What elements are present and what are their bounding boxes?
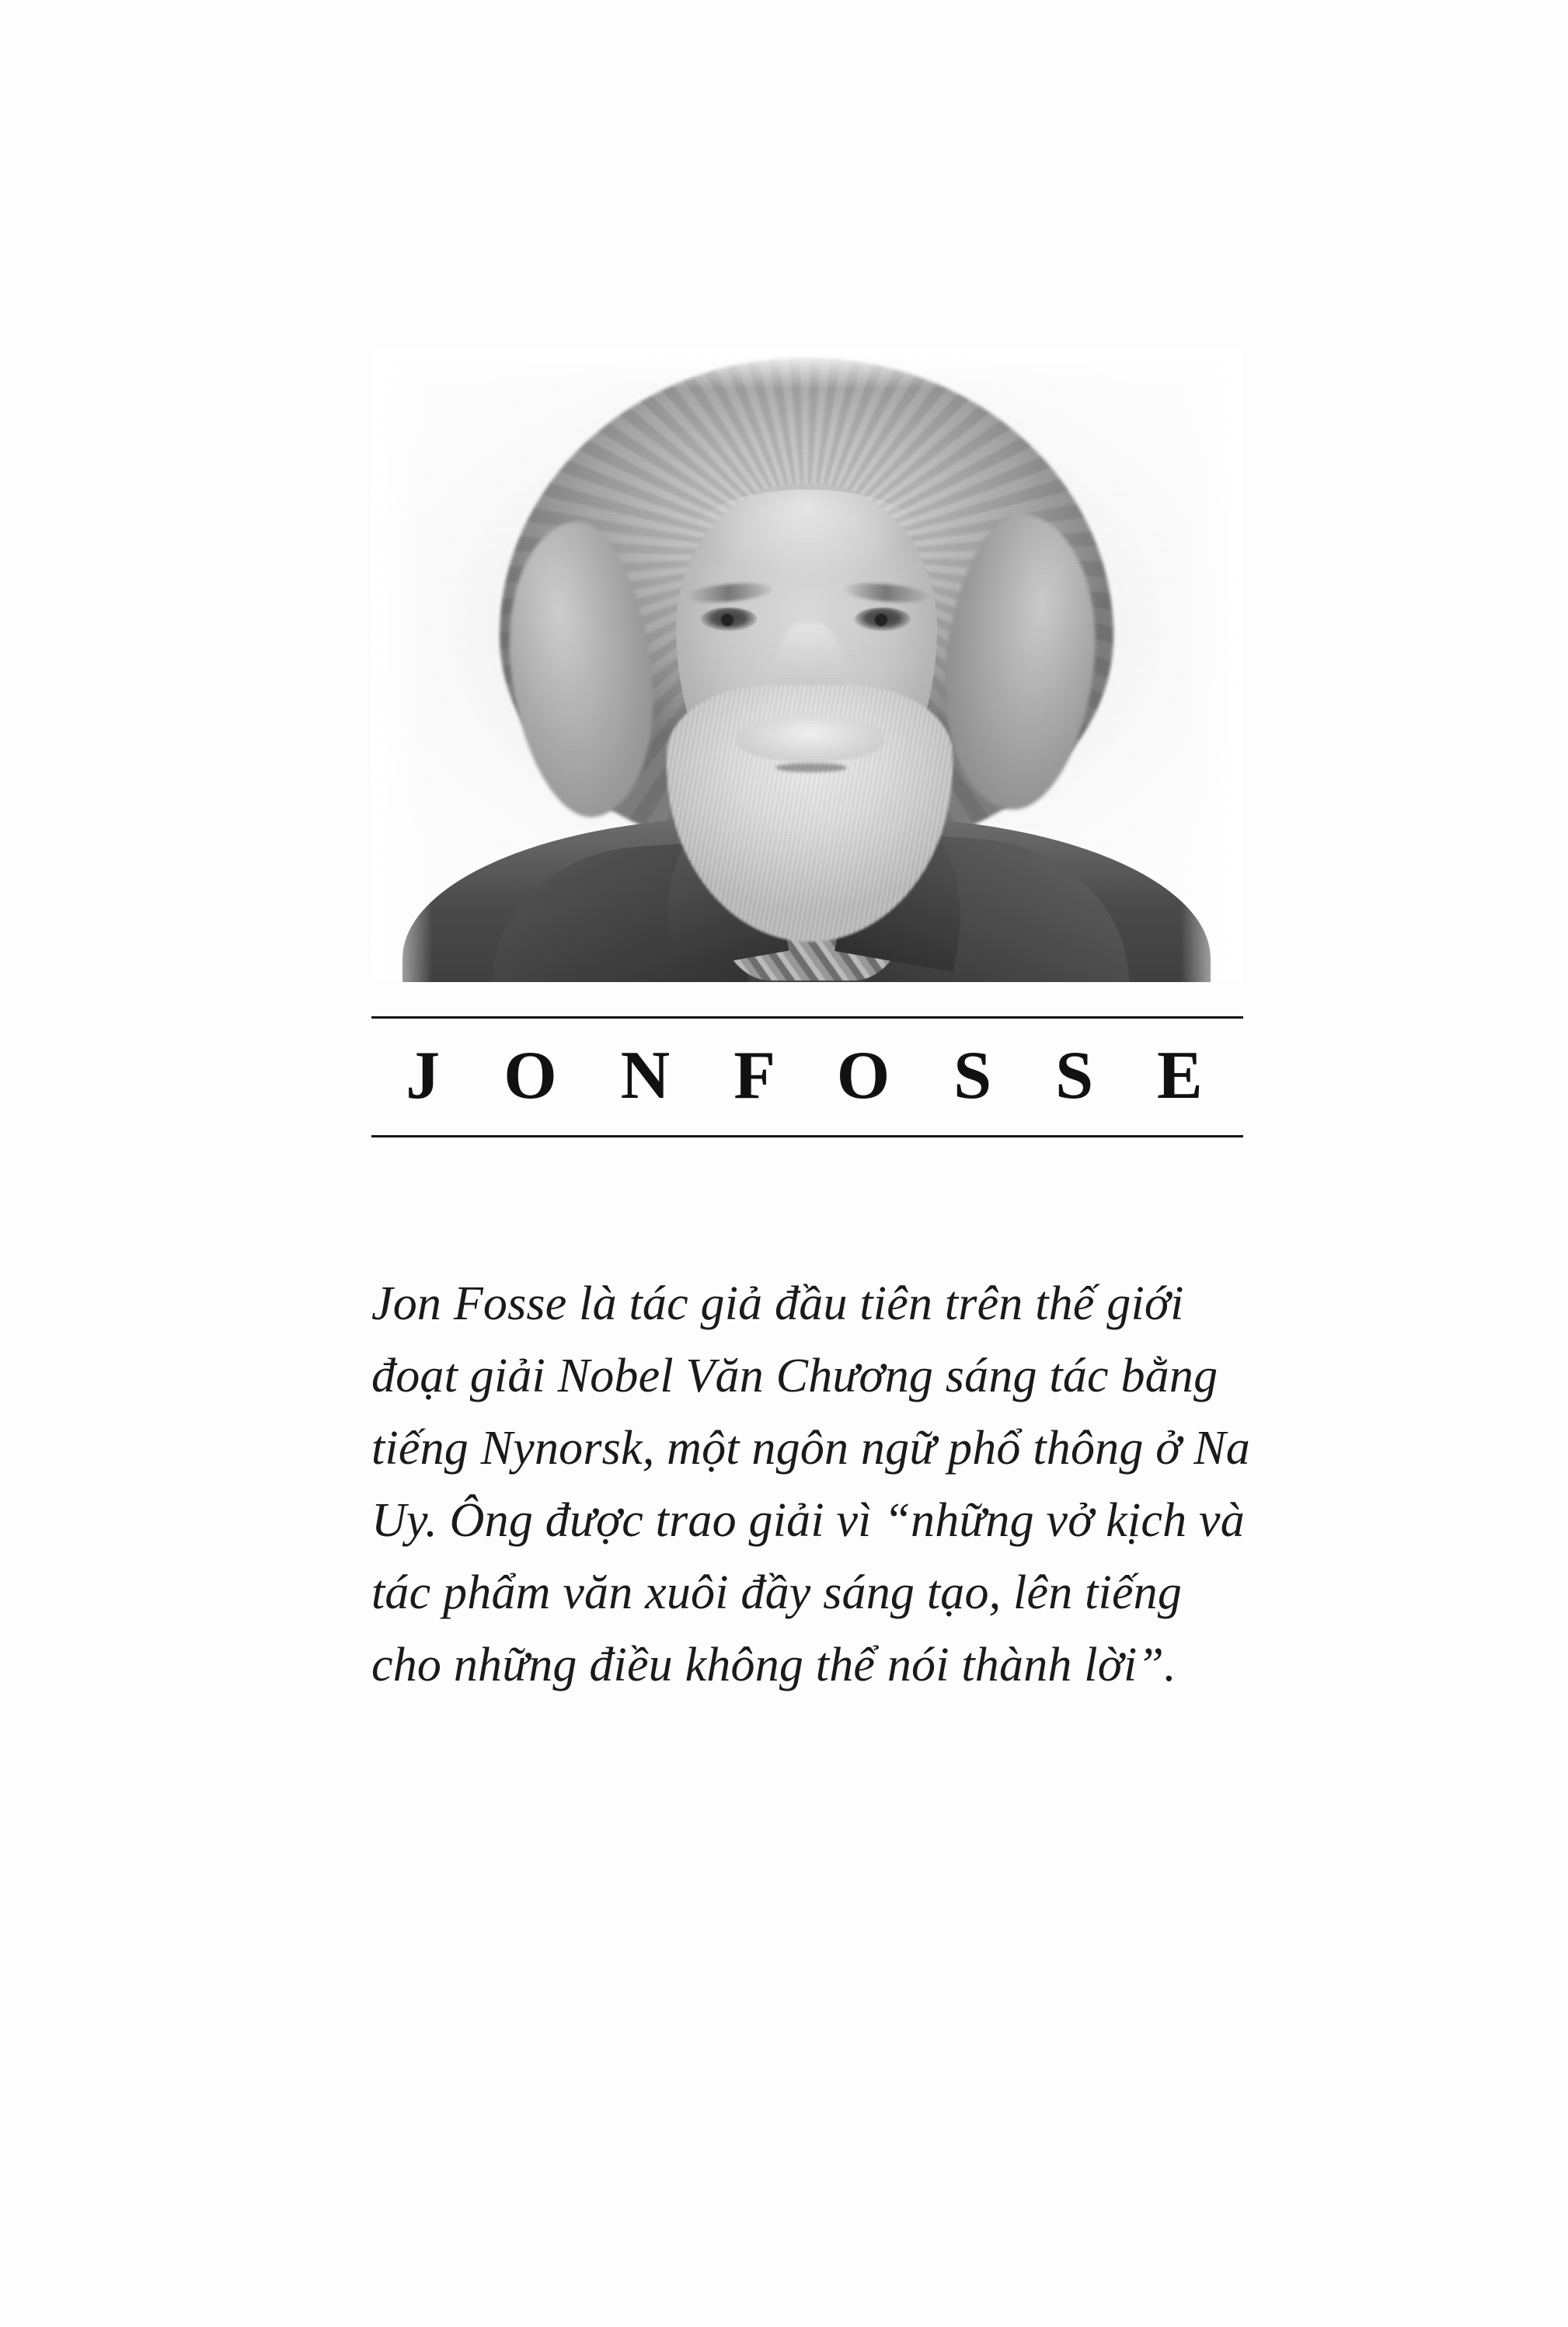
mouth-shape <box>775 763 847 772</box>
biography-paragraph: Jon Fosse là tác giả đầu tiên trên thế giới đoạt giải Nobel Văn Chương sáng tác bằng tiếng Nynorsk, một ngôn ngữ phổ thông ở Na Uy. Ông được trao giải vì “những vở kịch và tác phẩm văn xuôi đầy sáng tạo, lên tiếng cho những điều không thể nói thành lời”. <box>371 1277 1250 1691</box>
portrait-figure <box>371 351 1242 982</box>
eye-right <box>855 608 911 631</box>
author-name: J O N F O S S E <box>406 1038 1226 1113</box>
rule-bottom <box>371 1135 1243 1137</box>
portrait-photo <box>371 351 1242 982</box>
moustache-shape <box>737 715 884 761</box>
eye-left <box>701 608 757 631</box>
forehead-highlight <box>690 489 923 583</box>
name-block <box>371 1016 1243 1137</box>
